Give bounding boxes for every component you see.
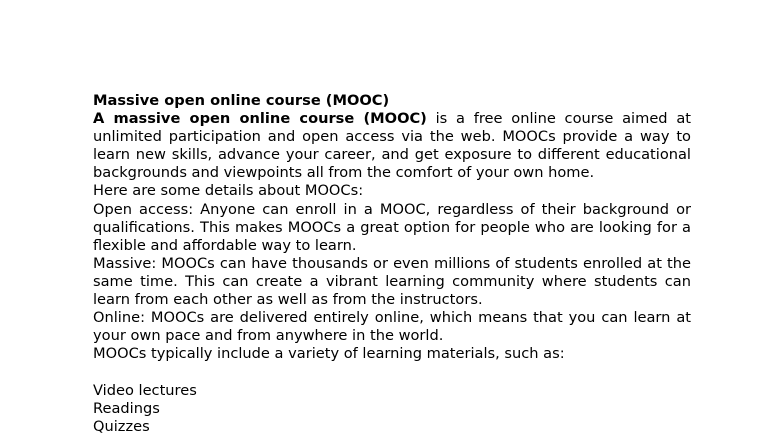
document-page xyxy=(93,92,691,436)
blank-line xyxy=(93,363,691,381)
material-item: Readings xyxy=(93,399,160,417)
document-title: Massive open online course (MOOC) xyxy=(93,92,390,109)
intro-text: is a free online course aimed at unlimited participation and open access via the web. MOOCs provide a way to learn new skills, advance your career, and get exposure to different educational backgrounds and viewpoints all from the comfort of your own home. xyxy=(93,110,691,182)
online-paragraph: Online: MOOCs are delivered entirely online, which means that you can learn at your own pace and from anywhere in the world. xyxy=(93,309,691,345)
massive-paragraph: Massive: MOOCs can have thousands or even millions of students enrolled at the same time. This can create a vibrant learning community where students can learn from each other as well as from the instructors. xyxy=(93,254,691,309)
intro-bold-term: A massive open online course (MOOC) xyxy=(93,110,427,128)
open-access-paragraph: Open access: Anyone can enroll in a MOOC, regardless of their background or qualifications. This makes MOOCs a great option for people who are looking for a flexible and affordable way to learn. xyxy=(93,200,691,254)
material-item: Video lectures xyxy=(93,381,197,399)
details-intro: Here are some details about MOOCs: xyxy=(93,182,364,200)
materials-intro: MOOCs typically include a variety of learning materials, such as: xyxy=(93,345,565,363)
intro-paragraph xyxy=(93,110,691,182)
material-item: Quizzes xyxy=(93,417,150,435)
